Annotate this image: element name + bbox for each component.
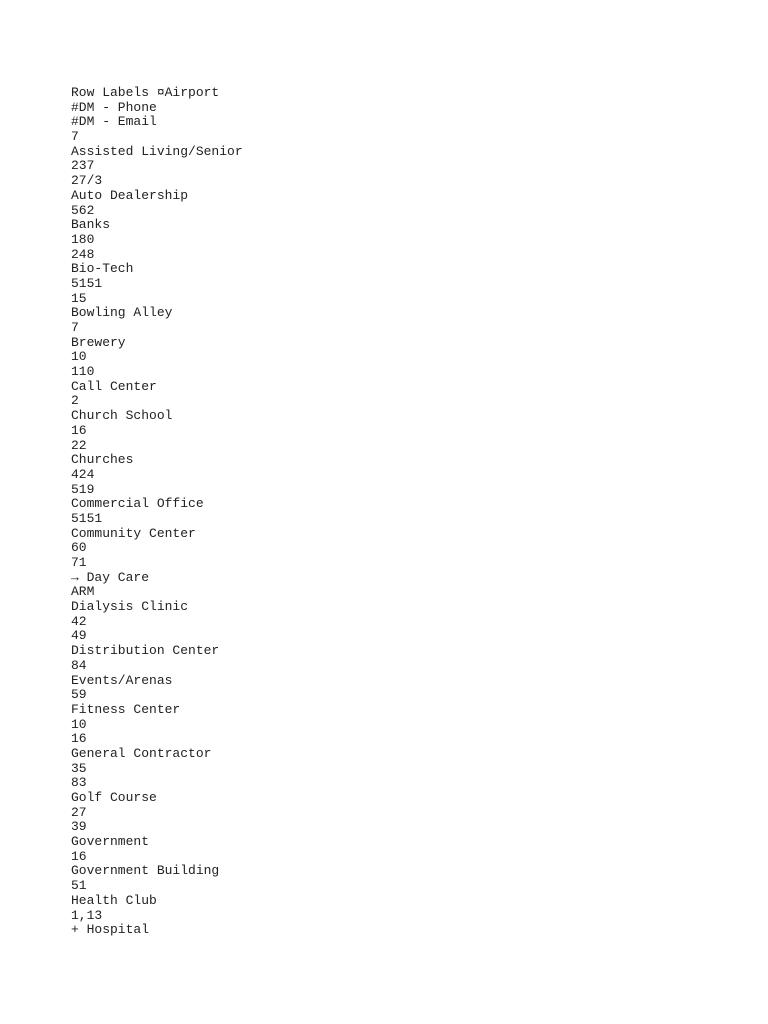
text-line: General Contractor: [71, 745, 212, 761]
text-line: 237: [71, 158, 95, 174]
text-line: 562: [71, 202, 95, 218]
text-line: Churches: [71, 452, 134, 468]
text-line: 1,13: [71, 907, 103, 923]
text-line: Health Club: [71, 892, 157, 908]
text-line: Distribution Center: [71, 643, 220, 659]
text-line: Government Building: [71, 863, 220, 879]
text-line: Golf Course: [71, 790, 157, 805]
text-line: 248: [71, 246, 95, 262]
text-line: Brewery: [71, 334, 126, 350]
text-line: 49: [71, 628, 87, 644]
text-line: Community Center: [71, 525, 196, 541]
text-line: 22: [71, 437, 87, 453]
text-line: 5151: [71, 510, 103, 526]
text-line: 84: [71, 657, 87, 673]
text-line: Bowling Alley: [71, 305, 173, 321]
text-line: Church School: [71, 408, 173, 424]
text-line: Commercial Office: [71, 496, 204, 512]
text-line: Banks: [71, 217, 111, 233]
text-line: 59: [71, 687, 87, 703]
text-line: 180: [71, 231, 95, 247]
text-line: → Day Care: [71, 569, 150, 585]
text-line: Auto Dealership: [71, 187, 189, 203]
text-line: 424: [71, 466, 95, 482]
text-line: Dialysis Clinic: [71, 599, 189, 615]
text-line: 16: [71, 422, 87, 438]
text-line: Assisted Living/Senior: [71, 143, 243, 159]
text-line: Government: [71, 834, 150, 850]
text-line: 10: [71, 716, 87, 732]
text-line: #DM - Email: [71, 114, 157, 130]
text-line: 60: [71, 540, 87, 556]
text-line: 27: [71, 804, 87, 820]
text-line: 27/3: [71, 173, 103, 189]
text-line: 42: [71, 613, 87, 629]
text-line: 5151: [71, 275, 103, 291]
text-line: 16: [71, 848, 87, 864]
text-line: + Hospital: [71, 922, 150, 938]
text-line: 35: [71, 760, 87, 776]
text-line: Row Labels ¤Airport: [71, 85, 220, 100]
text-line: ARM: [71, 584, 95, 600]
text-line: 7: [71, 320, 79, 335]
text-line: #DM - Phone: [71, 99, 157, 115]
text-line: 2: [71, 393, 79, 409]
text-line: Fitness Center: [71, 701, 181, 717]
text-line: 16: [71, 731, 87, 747]
text-line: 51: [71, 878, 87, 894]
text-line: 110: [71, 364, 95, 380]
text-line: Bio-Tech: [71, 261, 134, 277]
text-line: 83: [71, 775, 87, 791]
text-line: 10: [71, 349, 87, 365]
text-line: 15: [71, 290, 87, 306]
document-body: [71, 86, 731, 938]
text-line: 39: [71, 819, 87, 835]
text-line: Events/Arenas: [71, 672, 173, 688]
text-line: 519: [71, 481, 95, 497]
text-line: 7: [71, 129, 79, 145]
text-line: Call Center: [71, 378, 157, 394]
text-line: 71: [71, 555, 87, 570]
